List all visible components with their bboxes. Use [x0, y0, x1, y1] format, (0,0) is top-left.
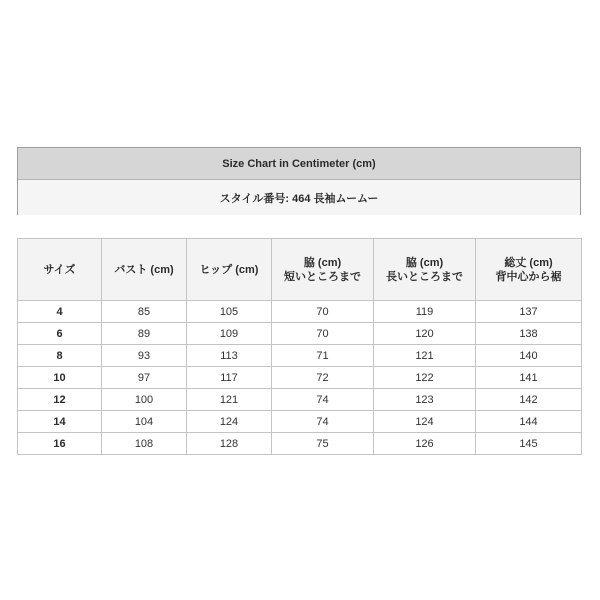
size-cell: 16 — [18, 433, 102, 455]
table-row — [18, 323, 582, 345]
column-header-sublabel: 背中心から裾 — [495, 270, 562, 283]
table-cell: 122 — [374, 367, 476, 389]
table-cell: 100 — [102, 389, 187, 411]
table-cell: 128 — [187, 433, 272, 455]
size-table — [17, 238, 582, 455]
table-cell: 124 — [187, 411, 272, 433]
table-cell: 121 — [187, 389, 272, 411]
column-header-label: 脇 (cm) — [303, 256, 342, 269]
table-row — [18, 411, 582, 433]
column-header-total-length — [476, 239, 582, 301]
table-cell: 119 — [374, 301, 476, 323]
column-header-side-long — [374, 239, 476, 301]
table-cell: 120 — [374, 323, 476, 345]
column-header-label: サイズ — [43, 263, 76, 276]
size-cell: 4 — [18, 301, 102, 323]
table-cell: 126 — [374, 433, 476, 455]
table-cell: 74 — [272, 411, 374, 433]
table-cell: 70 — [272, 301, 374, 323]
column-header-label: ヒップ (cm) — [199, 263, 259, 276]
size-cell: 10 — [18, 367, 102, 389]
table-cell: 85 — [102, 301, 187, 323]
size-cell: 14 — [18, 411, 102, 433]
table-cell: 89 — [102, 323, 187, 345]
table-cell: 93 — [102, 345, 187, 367]
table-header-row — [18, 239, 582, 301]
style-number: スタイル番号: 464 長袖ムームー — [18, 180, 580, 215]
table-cell: 71 — [272, 345, 374, 367]
table-cell: 145 — [476, 433, 582, 455]
column-header-hip — [187, 239, 272, 301]
size-cell: 6 — [18, 323, 102, 345]
table-row — [18, 367, 582, 389]
column-header-size — [18, 239, 102, 301]
table-row — [18, 301, 582, 323]
table-cell: 138 — [476, 323, 582, 345]
table-cell: 144 — [476, 411, 582, 433]
table-cell: 121 — [374, 345, 476, 367]
table-cell: 140 — [476, 345, 582, 367]
column-header-label: バスト (cm) — [114, 263, 174, 276]
column-header-label: 総丈 (cm) — [504, 256, 553, 269]
column-header-side-short — [272, 239, 374, 301]
chart-title: Size Chart in Centimeter (cm) — [18, 148, 580, 180]
size-cell: 8 — [18, 345, 102, 367]
table-cell: 117 — [187, 367, 272, 389]
table-cell: 105 — [187, 301, 272, 323]
table-cell: 109 — [187, 323, 272, 345]
table-cell: 72 — [272, 367, 374, 389]
column-header-sublabel: 短いところまで — [284, 270, 361, 283]
column-header-sublabel: 長いところまで — [386, 270, 463, 283]
table-cell: 70 — [272, 323, 374, 345]
table-cell: 113 — [187, 345, 272, 367]
table-cell: 108 — [102, 433, 187, 455]
size-chart-header — [17, 147, 581, 215]
table-cell: 123 — [374, 389, 476, 411]
table-cell: 141 — [476, 367, 582, 389]
table-cell: 74 — [272, 389, 374, 411]
table-cell: 137 — [476, 301, 582, 323]
column-header-label: 脇 (cm) — [405, 256, 444, 269]
table-row — [18, 433, 582, 455]
table-cell: 104 — [102, 411, 187, 433]
table-row — [18, 345, 582, 367]
table-cell: 97 — [102, 367, 187, 389]
table-cell: 124 — [374, 411, 476, 433]
table-row — [18, 389, 582, 411]
column-header-bust — [102, 239, 187, 301]
table-cell: 142 — [476, 389, 582, 411]
size-cell: 12 — [18, 389, 102, 411]
table-cell: 75 — [272, 433, 374, 455]
